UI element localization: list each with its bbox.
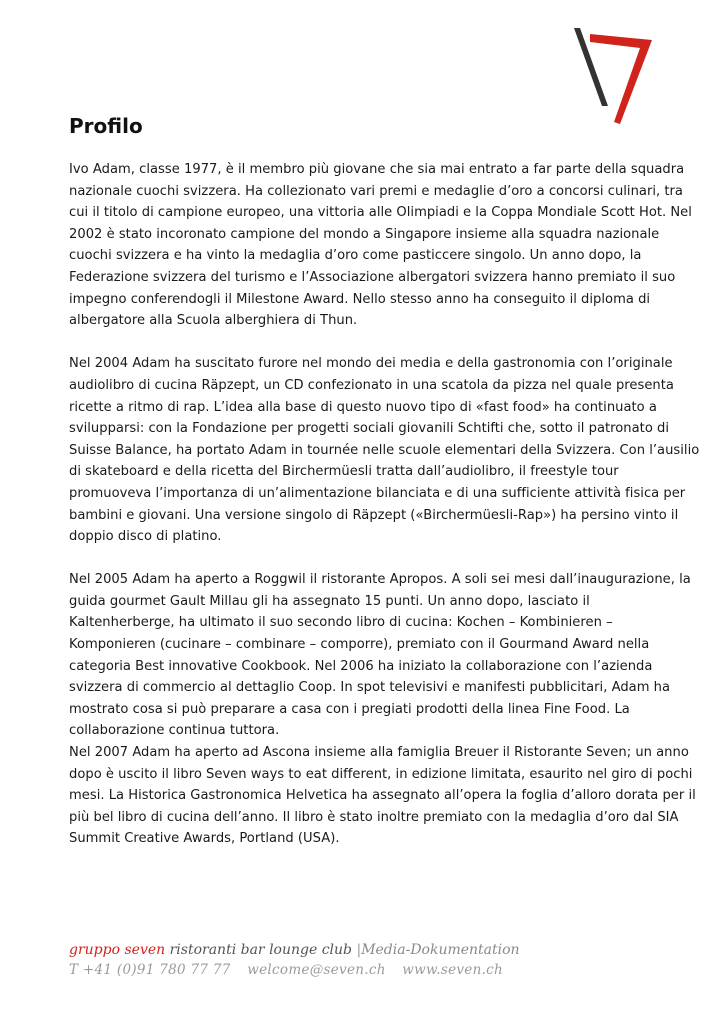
text-line: 2002 è stato incoronato campione del mondo a Singapore insieme alla squadra nazionale <box>69 226 660 242</box>
text-line: mostrato cosa si può preparare a casa con i pregiati prodotti della linea Fine Food. La <box>69 701 630 717</box>
text-line: svizzera di commercio al dettaglio Coop. In spot televisivi e manifesti pubblicitari, Adam ha <box>69 680 671 696</box>
profile-text <box>69 159 700 850</box>
text-line: ricette a ritmo di rap. L’idea alla base di questo nuovo tipo di «fast food» ha continuato a <box>69 399 657 415</box>
text-line: svilupparsi: con la Fondazione per progetti sociali giovanili Schtifti che, sotto il patronato di <box>69 421 670 437</box>
text-line: Ivo Adam, classe 1977, è il membro più giovane che sia mai entrato a far parte della squadra <box>69 162 685 177</box>
text-line: Suisse Balance, ha portato Adam in tournée nelle scuole elementari della Svizzera. Con l’ausilio <box>69 442 700 458</box>
footer-tagline: ristoranti bar lounge club <box>169 942 353 958</box>
footer-contact-line <box>69 960 520 980</box>
text-line: Nel 2004 Adam ha suscitato furore nel mondo dei media e della gastronomia con l’originale <box>69 356 673 372</box>
paragraph-spacer <box>69 548 659 570</box>
footer-email[interactable]: welcome@seven.ch <box>247 962 386 978</box>
footer-media-label: Media-Dokumentation <box>361 942 520 958</box>
text-line: guida gourmet Gault Millau gli ha assegnato 15 punti. Un anno dopo, lasciato il <box>69 593 590 609</box>
text-line: impegno conferendogli il Milestone Award. Nello stesso anno ha conseguito il diploma di <box>69 291 651 307</box>
text-line: categoria Best innovative Cookbook. Nel 2006 ha iniziato la collaborazione con l’azienda <box>69 658 653 674</box>
text-line: Summit Creative Awards, Portland (USA). <box>69 831 340 847</box>
text-line: doppio disco di platino. <box>69 529 222 545</box>
text-line: collaborazione continua tuttora. <box>69 723 280 739</box>
seven-logo-icon <box>572 26 654 126</box>
text-line: cuochi svizzera e ha vinto la medaglia d’oro come pasticcere singolo. Un anno dopo, la <box>69 248 642 264</box>
text-line: albergatore alla Scuola alberghiera di Thun. <box>69 313 358 329</box>
text-line: Federazione svizzera del turismo e l’Associazione albergatori svizzera hanno premiato il suo <box>69 269 676 285</box>
footer-phone: T +41 (0)91 780 77 77 <box>69 962 231 978</box>
footer-website[interactable]: www.seven.ch <box>402 962 504 978</box>
text-line: di skateboard e della ricetta del Birchermüesli tratta dall’audiolibro, il freestyle tour <box>69 464 619 480</box>
page-title: Profilo <box>69 114 143 138</box>
paragraph-3 <box>69 569 696 850</box>
text-line: audiolibro di cucina Räpzept, un CD confezionato in una scatola da pizza nel quale presenta <box>69 377 674 393</box>
paragraph-2 <box>69 353 700 547</box>
footer-separator: | <box>356 942 362 958</box>
text-line: mesi. La Historica Gastronomica Helvetica ha assegnato all’opera la foglia d’alloro dorata per il <box>69 788 696 804</box>
text-line: bambini e giovani. Una versione singolo di Räpzept («Birchermüesli-Rap») ha persino vinto il <box>69 507 679 523</box>
text-line: dopo è uscito il libro Seven ways to eat different, in edizione limitata, esaurito nel giro di pochi <box>69 766 693 782</box>
text-line: promuoveva l’importanza di un’alimentazione bilanciata e di una sufficiente attività fisica per <box>69 485 686 501</box>
logo-red-stroke <box>590 34 652 124</box>
text-line: cui il titolo di campione europeo, una vittoria alle Olimpiadi e la Coppa Mondiale Scott Hot. Nel <box>69 205 692 221</box>
paragraph-spacer <box>69 332 659 354</box>
footer-brand: gruppo seven <box>69 942 166 958</box>
text-line: Nel 2007 Adam ha aperto ad Ascona insieme alla famiglia Breuer il Ristorante Seven; un anno <box>69 745 689 761</box>
paragraph-1 <box>69 159 692 332</box>
text-line: Kaltenherberge, ha ultimato il suo secondo libro di cucina: Kochen – Kombinieren – <box>69 615 613 631</box>
footer-brand-line <box>69 940 520 960</box>
text-line: Nel 2005 Adam ha aperto a Roggwil il ristorante Apropos. A soli sei mesi dall’inaugurazione, la <box>69 572 691 588</box>
text-line: Komponieren (cucinare – combinare – comporre), premiato con il Gourmand Award nella <box>69 637 650 653</box>
text-line: più bel libro di cucina dell’anno. Il libro è stato inoltre premiato con la medaglia d’oro dal SIA <box>69 809 679 825</box>
page-footer <box>69 940 520 980</box>
text-line: nazionale cuochi svizzera. Ha collezionato vari premi e medaglie d’oro a concorsi culinari, tra <box>69 183 683 199</box>
